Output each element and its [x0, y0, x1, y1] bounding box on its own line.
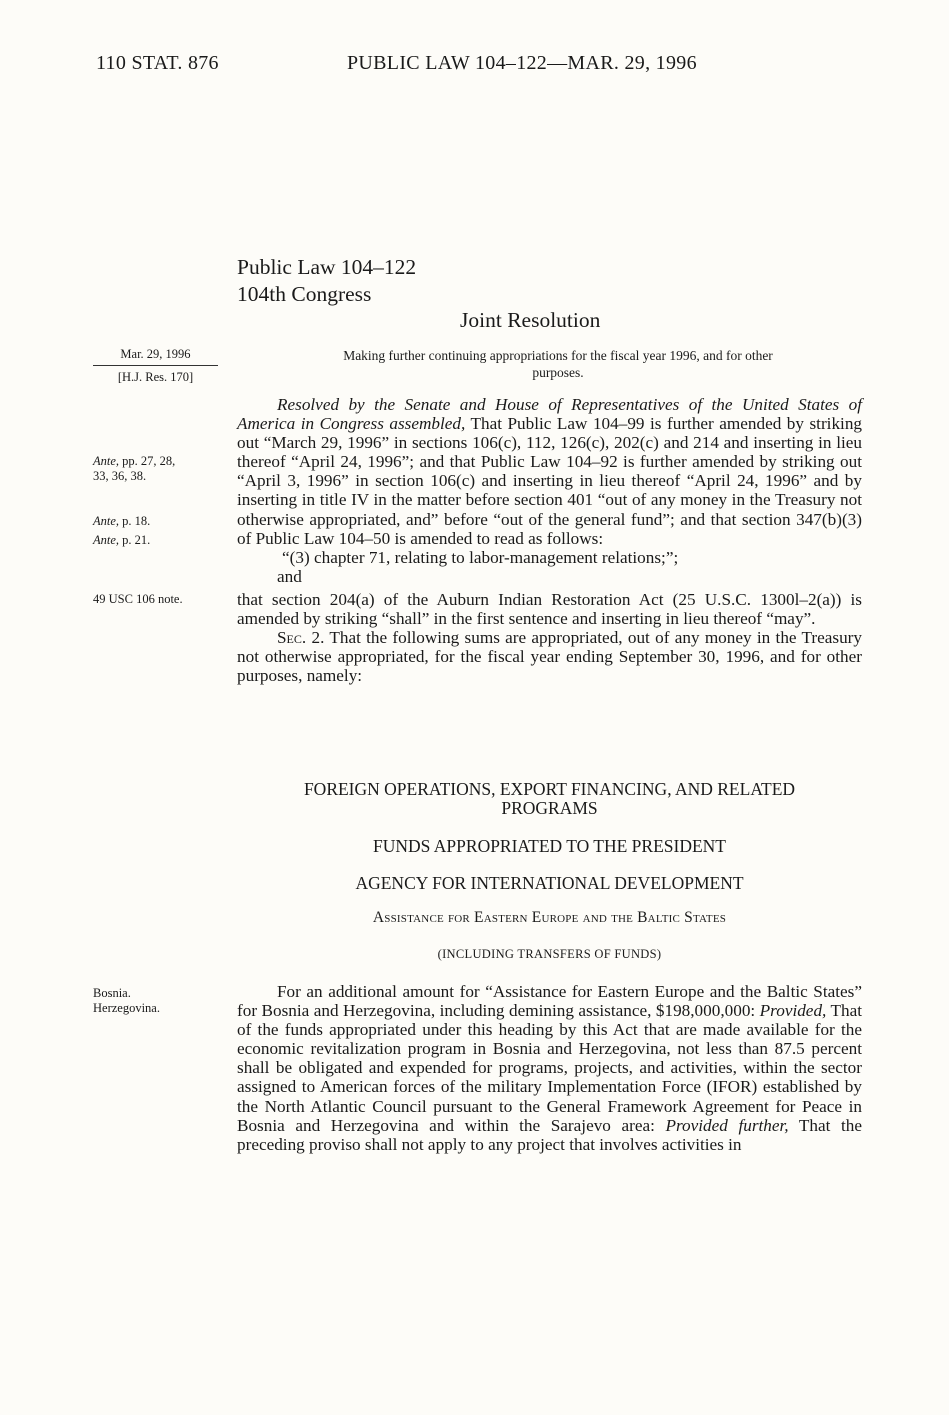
enacting-formula: Resolved by the Senate and House of Representatives of the United States of America in Congress assembled,	[237, 395, 862, 434]
law-number: Public Law 104–122	[237, 255, 417, 279]
bosnia-text-1: For an additional amount for “Assistance for Eastern Europe and the Baltic States” for Bosnia and Herzegovina, including demining assistance, $198,000,000:	[237, 982, 862, 1021]
bosnia-text-2: That of the funds appropriated under this heading by this Act that are made available for the economic revitalization program in Bosnia and Herzegovina, not less than 87.5 percent shall be obligated and expended for programs, projects, and activities, within the sector assigned to American forces of the military Implementation Force (IFOR) established by the North Atlantic Council pursuant to the General Framework Agreement for Peace in Bosnia and Herzegovina and within the Sarajevo area:	[237, 1001, 863, 1135]
margin-bosnia: Bosnia.	[93, 986, 131, 1000]
proviso-2: Provided further,	[665, 1115, 789, 1135]
margin-ante-1-italic: Ante,	[93, 454, 120, 468]
page-number-header: 110 STAT. 876	[96, 52, 219, 74]
and-connector: and	[277, 566, 302, 586]
margin-ante-2	[93, 514, 225, 529]
auburn-amendment: that section 204(a) of the Auburn Indian Restoration Act (25 U.S.C. 1300l–2(a)) is amended by striking “shall” in the first sentence and inserting in lieu thereof “may”.	[237, 589, 862, 629]
congress-number: 104th Congress	[237, 282, 372, 306]
account-heading: Assistance for Eastern Europe and the Baltic States	[372, 909, 727, 926]
section-2-label: Sec. 2.	[277, 628, 325, 648]
margin-ante-3-pages: p. 21.	[119, 533, 151, 547]
margin-ante-1-pages: pp. 27, 28,	[119, 454, 176, 468]
margin-ante-1-pages-cont: 33, 36, 38.	[93, 469, 147, 483]
section-2-text: That the following sums are appropriated, out of any money in the Treasury not otherwise appropriated, for the fiscal year ending September 30, 1996, and for other purposes, namely:	[237, 628, 862, 686]
purpose-statement	[258, 347, 858, 381]
margin-usc-note: 49 USC 106 note.	[93, 592, 183, 606]
margin-ante-3-italic: Ante,	[93, 533, 120, 547]
margin-ante-3	[93, 533, 225, 548]
margin-ante-2-pages: p. 18.	[119, 514, 151, 528]
quoted-amendment: “(3) chapter 71, relating to labor-management relations;”;	[282, 547, 679, 567]
bosnia-text-3: That the preceding proviso shall not apply to any project that involves activities in	[237, 1115, 862, 1154]
title-heading: FOREIGN OPERATIONS, EXPORT FINANCING, AND RELATED PROGRAMS	[303, 779, 796, 818]
margin-rule	[93, 365, 218, 366]
margin-herzegovina: Herzegovina.	[93, 1001, 160, 1015]
enacting-clause	[237, 395, 862, 548]
margin-ante-2-italic: Ante,	[93, 514, 120, 528]
bosnia-appropriation	[237, 982, 862, 1154]
proviso-1: Provided,	[759, 1001, 827, 1021]
running-head-title: PUBLIC LAW 104–122—MAR. 29, 1996	[347, 52, 697, 74]
section-2	[237, 628, 862, 685]
chapter-heading: FUNDS APPROPRIATED TO THE PRESIDENT	[373, 836, 726, 856]
margin-date: Mar. 29, 1996	[120, 347, 191, 361]
purpose-line-1: Making further continuing appropriations for the fiscal year 1996, and for other	[343, 348, 773, 363]
purpose-line-2: purposes.	[532, 365, 584, 380]
transfer-note: (INCLUDING TRANSFERS OF FUNDS)	[437, 947, 662, 961]
bosnia-paragraph	[237, 982, 862, 1154]
enacting-text: That Public Law 104–99 is further amended by striking out “March 29, 1996” in sections 106(c), 112, 126(c), 202(c) and 214 and inserting in lieu thereof “April 24, 1996”; and that Public Law 104–92 is further amended by striking out “April 3, 1996” in section 106(c) and inserting in lieu thereof “April 24, 1996” and by inserting in title IV in the matter before section 401 “out of any money in the Treasury not otherwise appropriated, and” before “out of the general fund”; and that section 347(b)(3) of Public Law 104–50 is amended to read as follows:	[237, 414, 863, 548]
resolution-body	[237, 395, 862, 685]
margin-bill-number: [H.J. Res. 170]	[117, 370, 194, 384]
margin-ante-1	[93, 454, 225, 484]
document-type: Joint Resolution	[460, 308, 601, 332]
agency-heading: AGENCY FOR INTERNATIONAL DEVELOPMENT	[355, 873, 744, 893]
